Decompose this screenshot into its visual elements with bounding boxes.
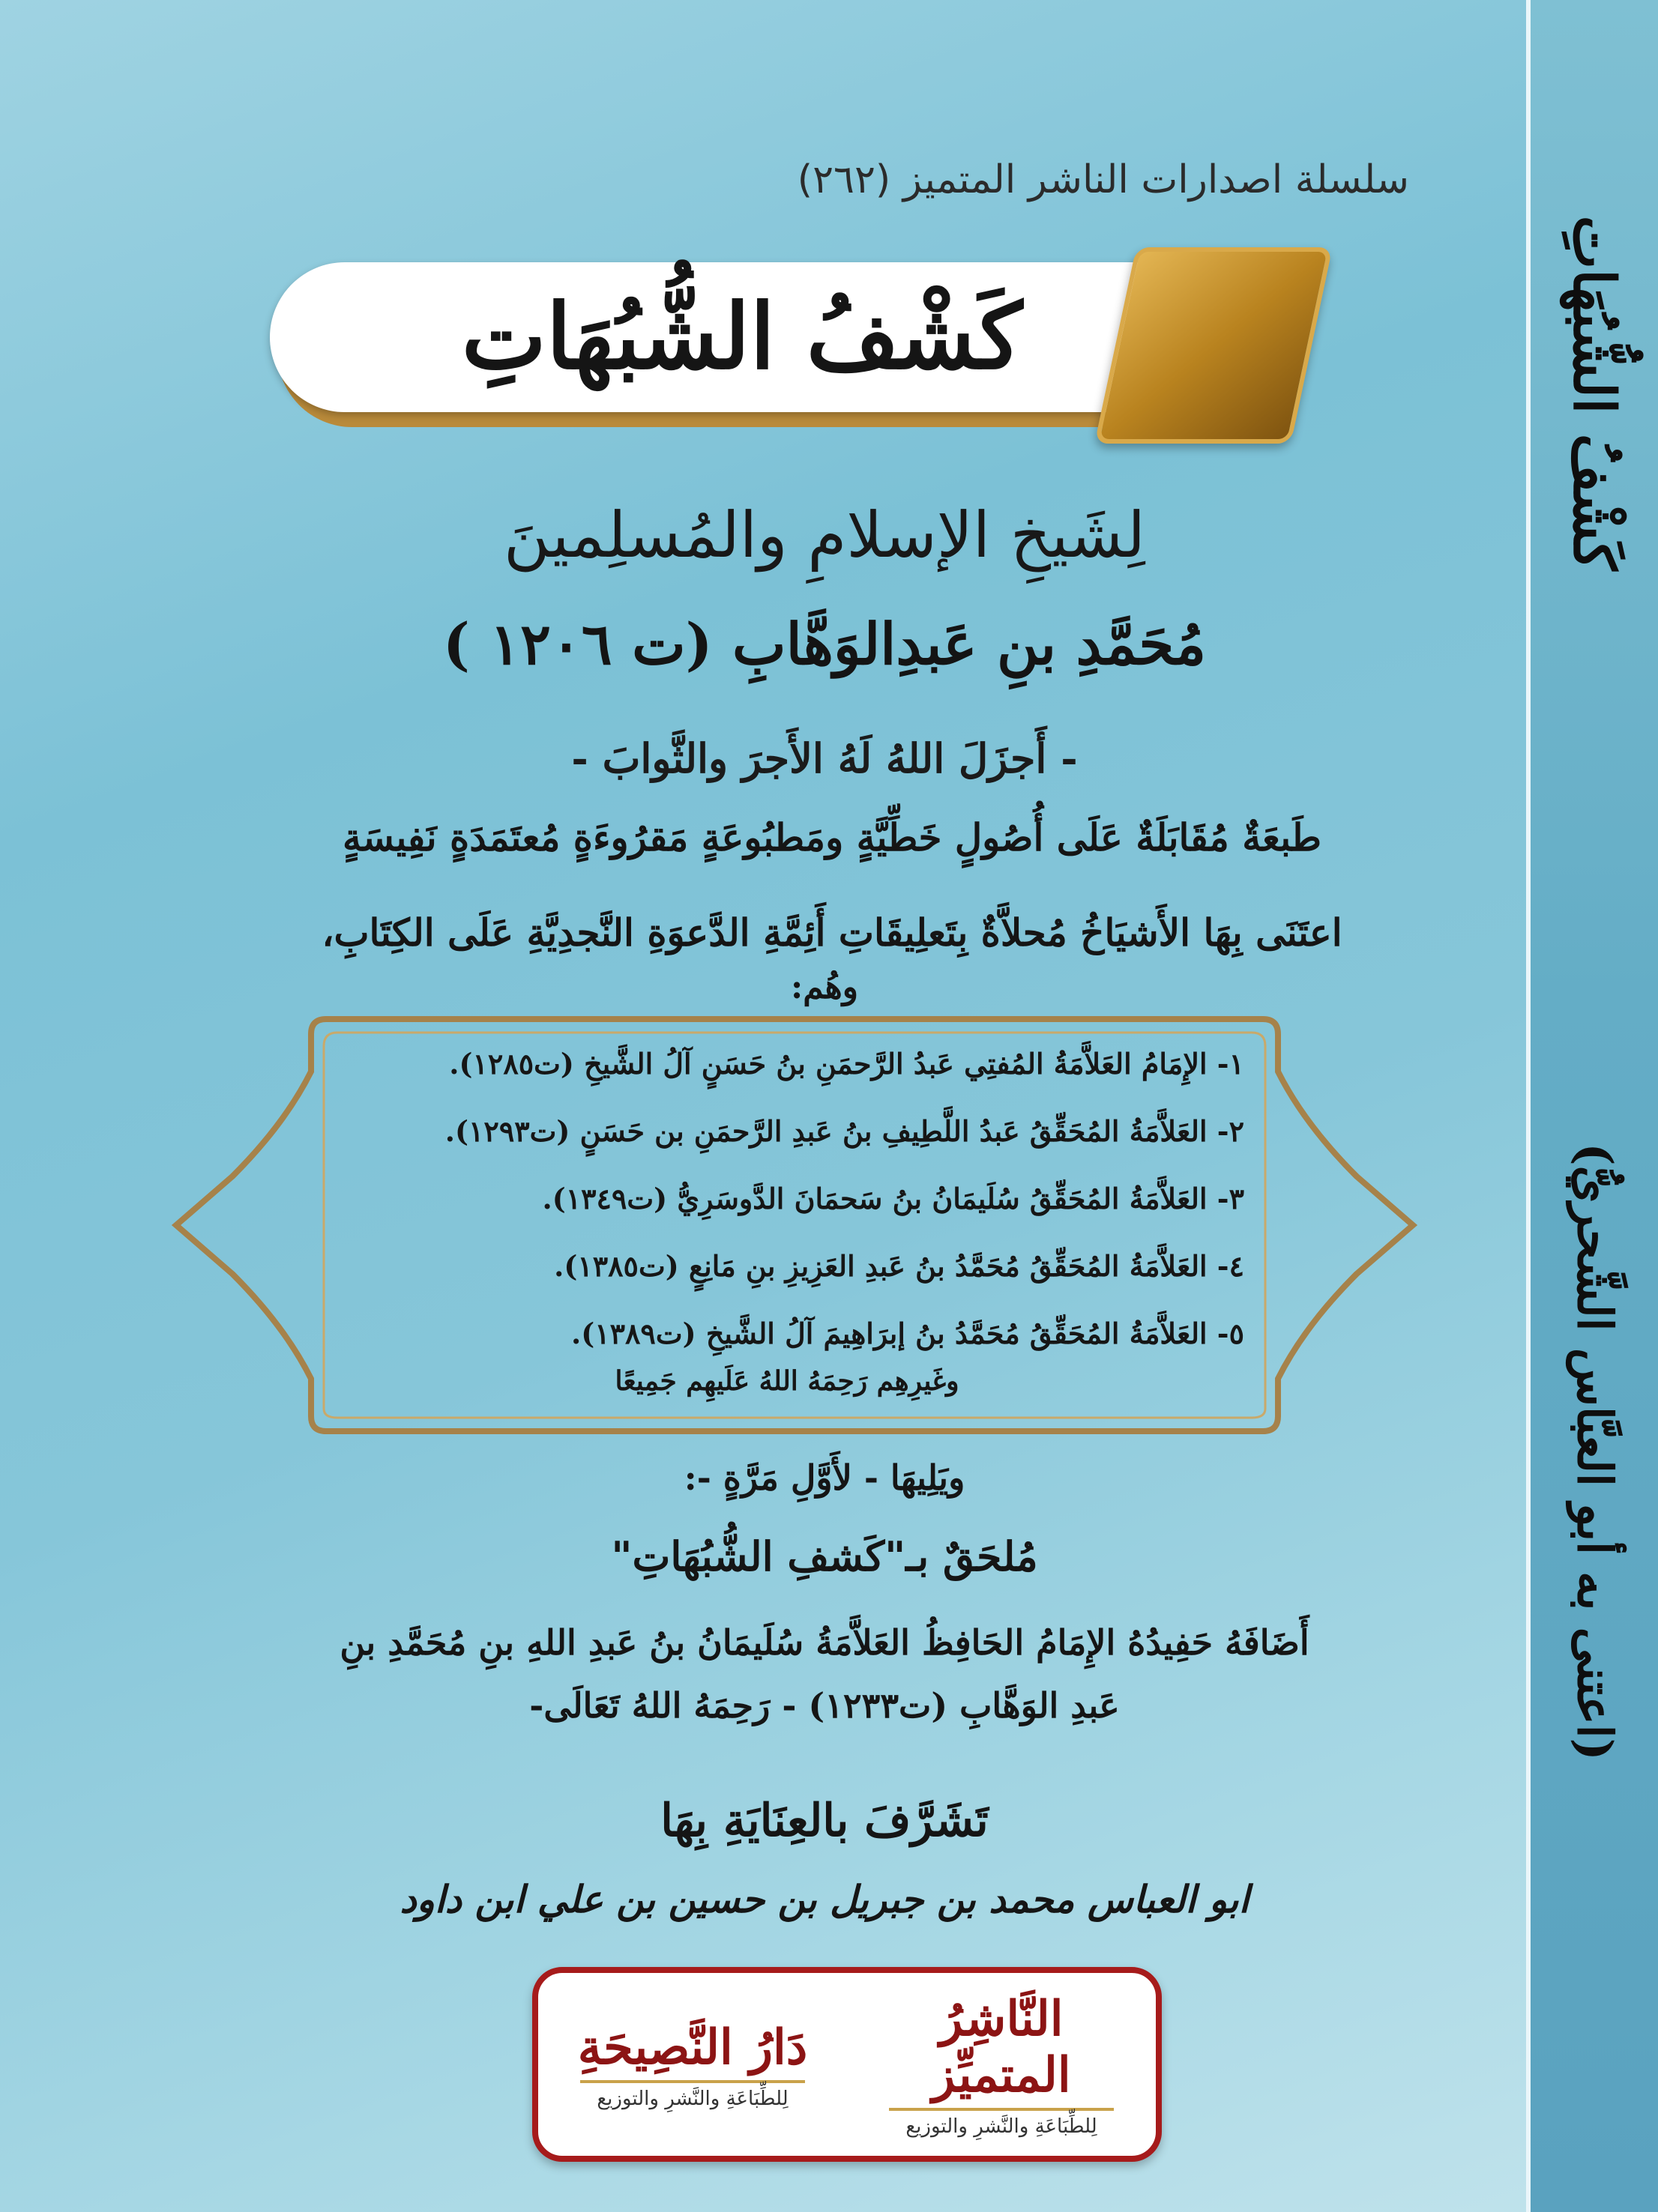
publisher-subtitle: لِلطِّبَاعَةِ والنَّشرِ والتوزيع: [905, 2115, 1097, 2138]
book-title: كَشْفُ الشُّبُهَاتِ: [461, 284, 1023, 390]
author-prefix: لِشَيخِ الإسلامِ والمُسلِمينَ: [504, 498, 1145, 572]
author-name: مُحَمَّدِ بنِ عَبدِالوَهَّابِ (ت ١٢٠٦ ): [442, 611, 1207, 677]
publisher-logo: [558, 2019, 828, 2110]
publisher-logo: [866, 1991, 1136, 2138]
others-line: وغَيرِهِم رَحِمَهُ اللهُ عَلَيهِم جَمِيعًا: [615, 1365, 959, 1397]
publisher-divider: [580, 2080, 805, 2083]
annotations-they: وهُم:: [791, 968, 858, 1006]
book-spine: [1526, 0, 1658, 2212]
series-label: سلسلة اصدارات الناشر المتميز (٢٦٢): [797, 157, 1409, 202]
scholar-item: ٢- العَلاَّمَةُ المُحَقِّقُ عَبدُ اللَّطِيفِ بنُ عَبدِ الرَّحمَنِ بن حَسَنٍ (ت١٢٩٣).: [444, 1114, 1244, 1148]
edition-line: طَبعَةٌ مُقَابَلَةٌ عَلَى أُصُولٍ خَطِّيَّةٍ ومَطبُوعَةٍ مَقرُوءَةٍ مُعتَمَدَةٍ نَفِيسَةٍ: [342, 815, 1322, 859]
spine-title: كَشْفُ الشُّبُهَاتِ: [1561, 215, 1628, 571]
scholars-list: [330, 1030, 1244, 1368]
publisher-divider: [889, 2108, 1114, 2111]
appendix-title: مُلحَقٌ بـ"كَشفِ الشُّبُهَاتِ": [611, 1532, 1038, 1580]
prayer-line: - أَجزَلَ اللهُ لَهُ الأَجرَ والثَّوابَ -: [571, 734, 1078, 782]
followed-by: ويَلِيهَا - لأَوَّلِ مَرَّةٍ -:: [684, 1457, 965, 1498]
editor-name: ابو العباس محمد بن جبريل بن حسين بن علي ابن داود: [400, 1877, 1249, 1921]
scholar-item: ٣- العَلاَّمَةُ المُحَقِّقُ سُلَيمَانُ بنُ سَحمَانَ الدَّوسَرِيُّ (ت١٣٤٩).: [542, 1182, 1244, 1215]
publishers-box: [532, 1967, 1162, 2162]
title-banner: [270, 247, 1334, 442]
scholar-item: ٤- العَلاَّمَةُ المُحَقِّقُ مُحَمَّدُ بنُ عَبدِ العَزِيزِ بنِ مَانِعٍ (ت١٣٨٥).: [554, 1249, 1244, 1283]
publisher-subtitle: لِلطِّبَاعَةِ والنَّشرِ والتوزيع: [597, 2087, 789, 2110]
spine-editor: (اعتنى به أبو العبَّاس الشَّحريُّ): [1566, 1143, 1623, 1761]
scholar-item: ١- الإِمَامُ العَلاَّمَةُ المُفتِي عَبدُ الرَّحمَنِ بنُ حَسَنٍ آلُ الشَّيخِ (ت١٢٨٥).: [449, 1047, 1244, 1081]
publisher-name: دَارُ النَّصِيحَةِ: [577, 2019, 808, 2076]
annotations-line: اعتَنَى بِهَا الأَشيَاخُ مُحلاَّةٌ بِتَعلِيقَاتِ أَئِمَّةِ الدَّعوَةِ النَّجدِيَّةِ عَلَى الكِتَابِ،: [322, 910, 1342, 955]
added-by: [225, 1611, 1424, 1737]
scholar-item: ٥- العَلاَّمَةُ المُحَقِّقُ مُحَمَّدُ بنُ إبرَاهِيمَ آلُ الشَّيخِ (ت١٣٨٩).: [570, 1317, 1244, 1350]
added-by-line-2: عَبدِ الوَهَّابِ (ت١٢٣٣) - رَحِمَهُ اللهُ تَعَالَى-: [529, 1685, 1120, 1726]
added-by-line-1: أَضَافَهُ حَفِيدُهُ الإِمَامُ الحَافِظُ العَلاَّمَةُ سُلَيمَانُ بنُ عَبدِ اللهِ بنِ مُحَمَّدِ بنِ: [340, 1622, 1309, 1663]
honored-line: تَشَرَّفَ بالعِنَايَةِ بِهَا: [660, 1795, 989, 1847]
publisher-name: النَّاشِرُ المتميِّز: [932, 1991, 1071, 2103]
